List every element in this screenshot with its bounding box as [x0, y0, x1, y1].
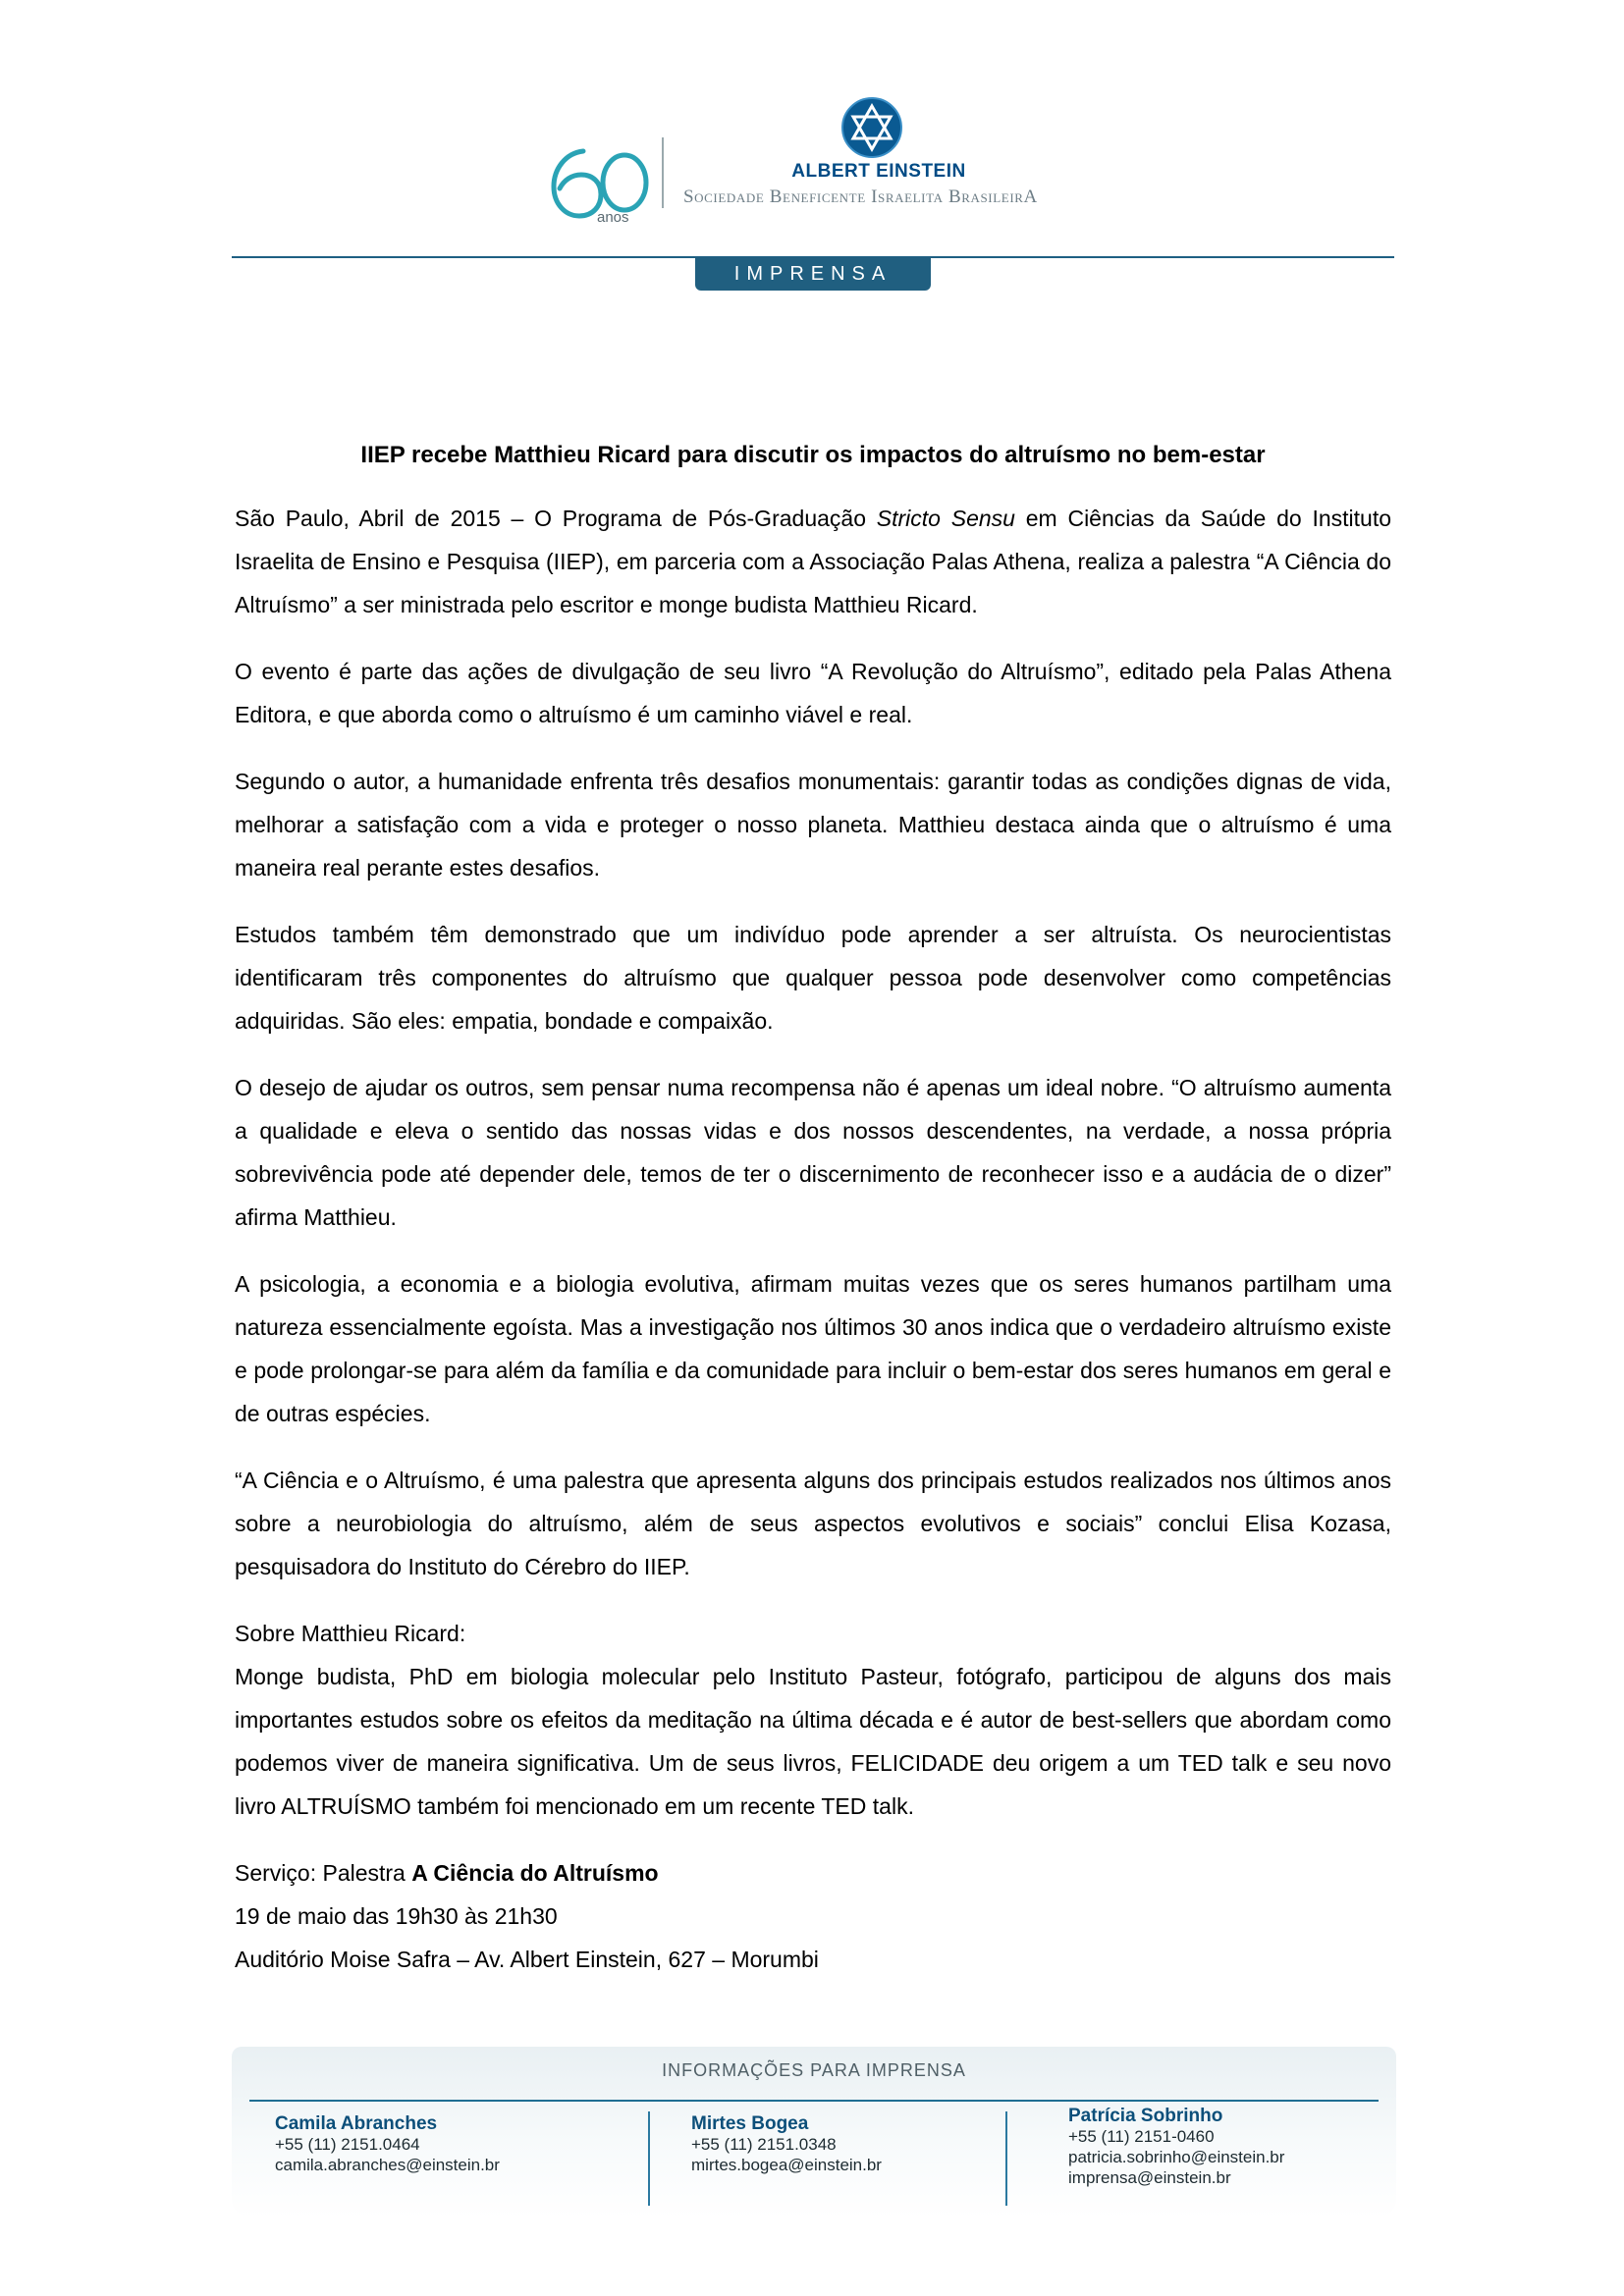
contact-name: Mirtes Bogea	[691, 2113, 809, 2134]
contact-email[interactable]: mirtes.bogea@einstein.br	[691, 2156, 882, 2174]
press-release-body	[235, 434, 1391, 2004]
p1-rest-text: em Ciências da Saúde do Instituto Israelita de Ensino e Pesquisa (IIEP), em parceria com a Associação Palas Athena, realiza a palestra “A Ciência do Altruísmo” a ser ministrada pelo escritor e monge budista Matthieu Ricard.	[235, 506, 1391, 617]
service-title: A Ciência do Altruísmo	[411, 1860, 659, 1886]
service-section	[235, 1851, 1391, 1981]
paragraph-3: Segundo o autor, a humanidade enfrenta três desafios monumentais: garantir todas as condições dignas de vida, melhorar a satisfação com a vida e proteger o nosso planeta. Matthieu destaca ainda que o altruísmo é uma maneira real perante estes desafios.	[235, 769, 1391, 881]
brand-name: ALBERT EINSTEIN	[791, 161, 966, 182]
footer-rule	[249, 2100, 1379, 2102]
contact-email-secondary[interactable]: imprensa@einstein.br	[1068, 2168, 1231, 2187]
paragraph-2: O evento é parte das ações de divulgação de seu livro “A Revolução do Altruísmo”, editado pela Palas Athena Editora, e que aborda como o altruísmo é um caminho viável e real.	[235, 659, 1391, 727]
service-date: 19 de maio das 19h30 às 21h30	[235, 1903, 558, 1929]
imprensa-section-tab: IMPRENSA	[695, 257, 931, 291]
service-label: Serviço: Palestra	[235, 1860, 412, 1886]
about-heading: Sobre Matthieu Ricard:	[235, 1621, 466, 1646]
logo-divider	[662, 137, 664, 208]
service-line	[235, 1851, 1391, 1895]
about-section	[235, 1612, 1391, 1828]
sixty-years-logo	[540, 137, 658, 226]
about-text: Monge budista, PhD em biologia molecular pelo Instituto Pasteur, fotógrafo, participou de alguns dos mais importantes estudos sobre os efeitos da meditação na última década e é autor de best-sellers que abordam como podemos viver de maneira significativa. Um de seus livros, FELICIDADE deu origem a um TED talk e seu novo livro ALTRUÍSMO também foi mencionado em um recente TED talk.	[235, 1664, 1391, 1819]
article-title: IIEP recebe Matthieu Ricard para discutir os impactos do altruísmo no bem-estar	[360, 442, 1266, 468]
contact-name: Patrícia Sobrinho	[1068, 2106, 1223, 2126]
page-header	[0, 0, 1624, 304]
press-contacts-footer	[232, 2047, 1396, 2218]
footer-title: INFORMAÇÕES PARA IMPRENSA	[662, 2060, 966, 2080]
contact-name: Camila Abranches	[275, 2113, 438, 2134]
contact-phone: +55 (11) 2151-0460	[1068, 2127, 1215, 2146]
p1-italic-term: Stricto Sensu	[876, 506, 1015, 531]
paragraph-6: A psicologia, a economia e a biologia evolutiva, afirmam muitas vezes que os seres humanos partilham uma natureza essencialmente egoísta. Mas a investigação nos últimos 30 anos indica que o verdadeiro altruísmo existe e pode prolongar-se para além da família e da comunidade para incluir o bem-estar dos seres humanos em geral e de outras espécies.	[235, 1271, 1391, 1426]
paragraph-7: “A Ciência e o Altruísmo, é uma palestra que apresenta alguns dos principais estudos realizados nos últimos anos sobre a neurobiologia do altruísmo, além de seus aspectos evolutivos e sociais” conclui Elisa Kozasa, pesquisadora do Instituto do Cérebro do IIEP.	[235, 1468, 1391, 1579]
paragraph-1	[235, 497, 1391, 626]
p1-lead-text: São Paulo, Abril de 2015 – O Programa de Pós-Graduação	[235, 506, 877, 531]
paragraph-4: Estudos também têm demonstrado que um indivíduo pode aprender a ser altruísta. Os neurocientistas identificaram três componentes do altruísmo que qualquer pessoa pode desenvolver como competências adquiridas. São eles: empatia, bondade e compaixão.	[235, 922, 1391, 1034]
paragraph-5: O desejo de ajudar os outros, sem pensar numa recompensa não é apenas um ideal nobre. “O altruísmo aumenta a qualidade e eleva o sentido das nossas vidas e dos nossos descendentes, na verdade, a nossa própria sobrevivência pode até depender dele, temos de ter o discernimento de reconhecer isso e a audácia de o dizer” afirma Matthieu.	[235, 1075, 1391, 1230]
einstein-star-emblem-icon	[840, 96, 903, 159]
logo-anos-text: anos	[597, 209, 629, 226]
brand-subtitle: Sociedade Beneficente Israelita BrasileirA	[683, 187, 1038, 207]
contact-email[interactable]: patricia.sobrinho@einstein.br	[1068, 2148, 1285, 2166]
service-place: Auditório Moise Safra – Av. Albert Einstein, 627 – Morumbi	[235, 1947, 819, 1972]
contact-card	[1068, 2106, 1284, 2188]
contact-card	[691, 2113, 882, 2175]
contact-phone: +55 (11) 2151.0348	[691, 2135, 837, 2154]
contact-email[interactable]: camila.abranches@einstein.br	[275, 2156, 500, 2174]
footer-divider	[648, 2111, 650, 2206]
contact-card	[275, 2113, 500, 2175]
contact-phone: +55 (11) 2151.0464	[275, 2135, 420, 2154]
footer-divider	[1005, 2111, 1007, 2206]
